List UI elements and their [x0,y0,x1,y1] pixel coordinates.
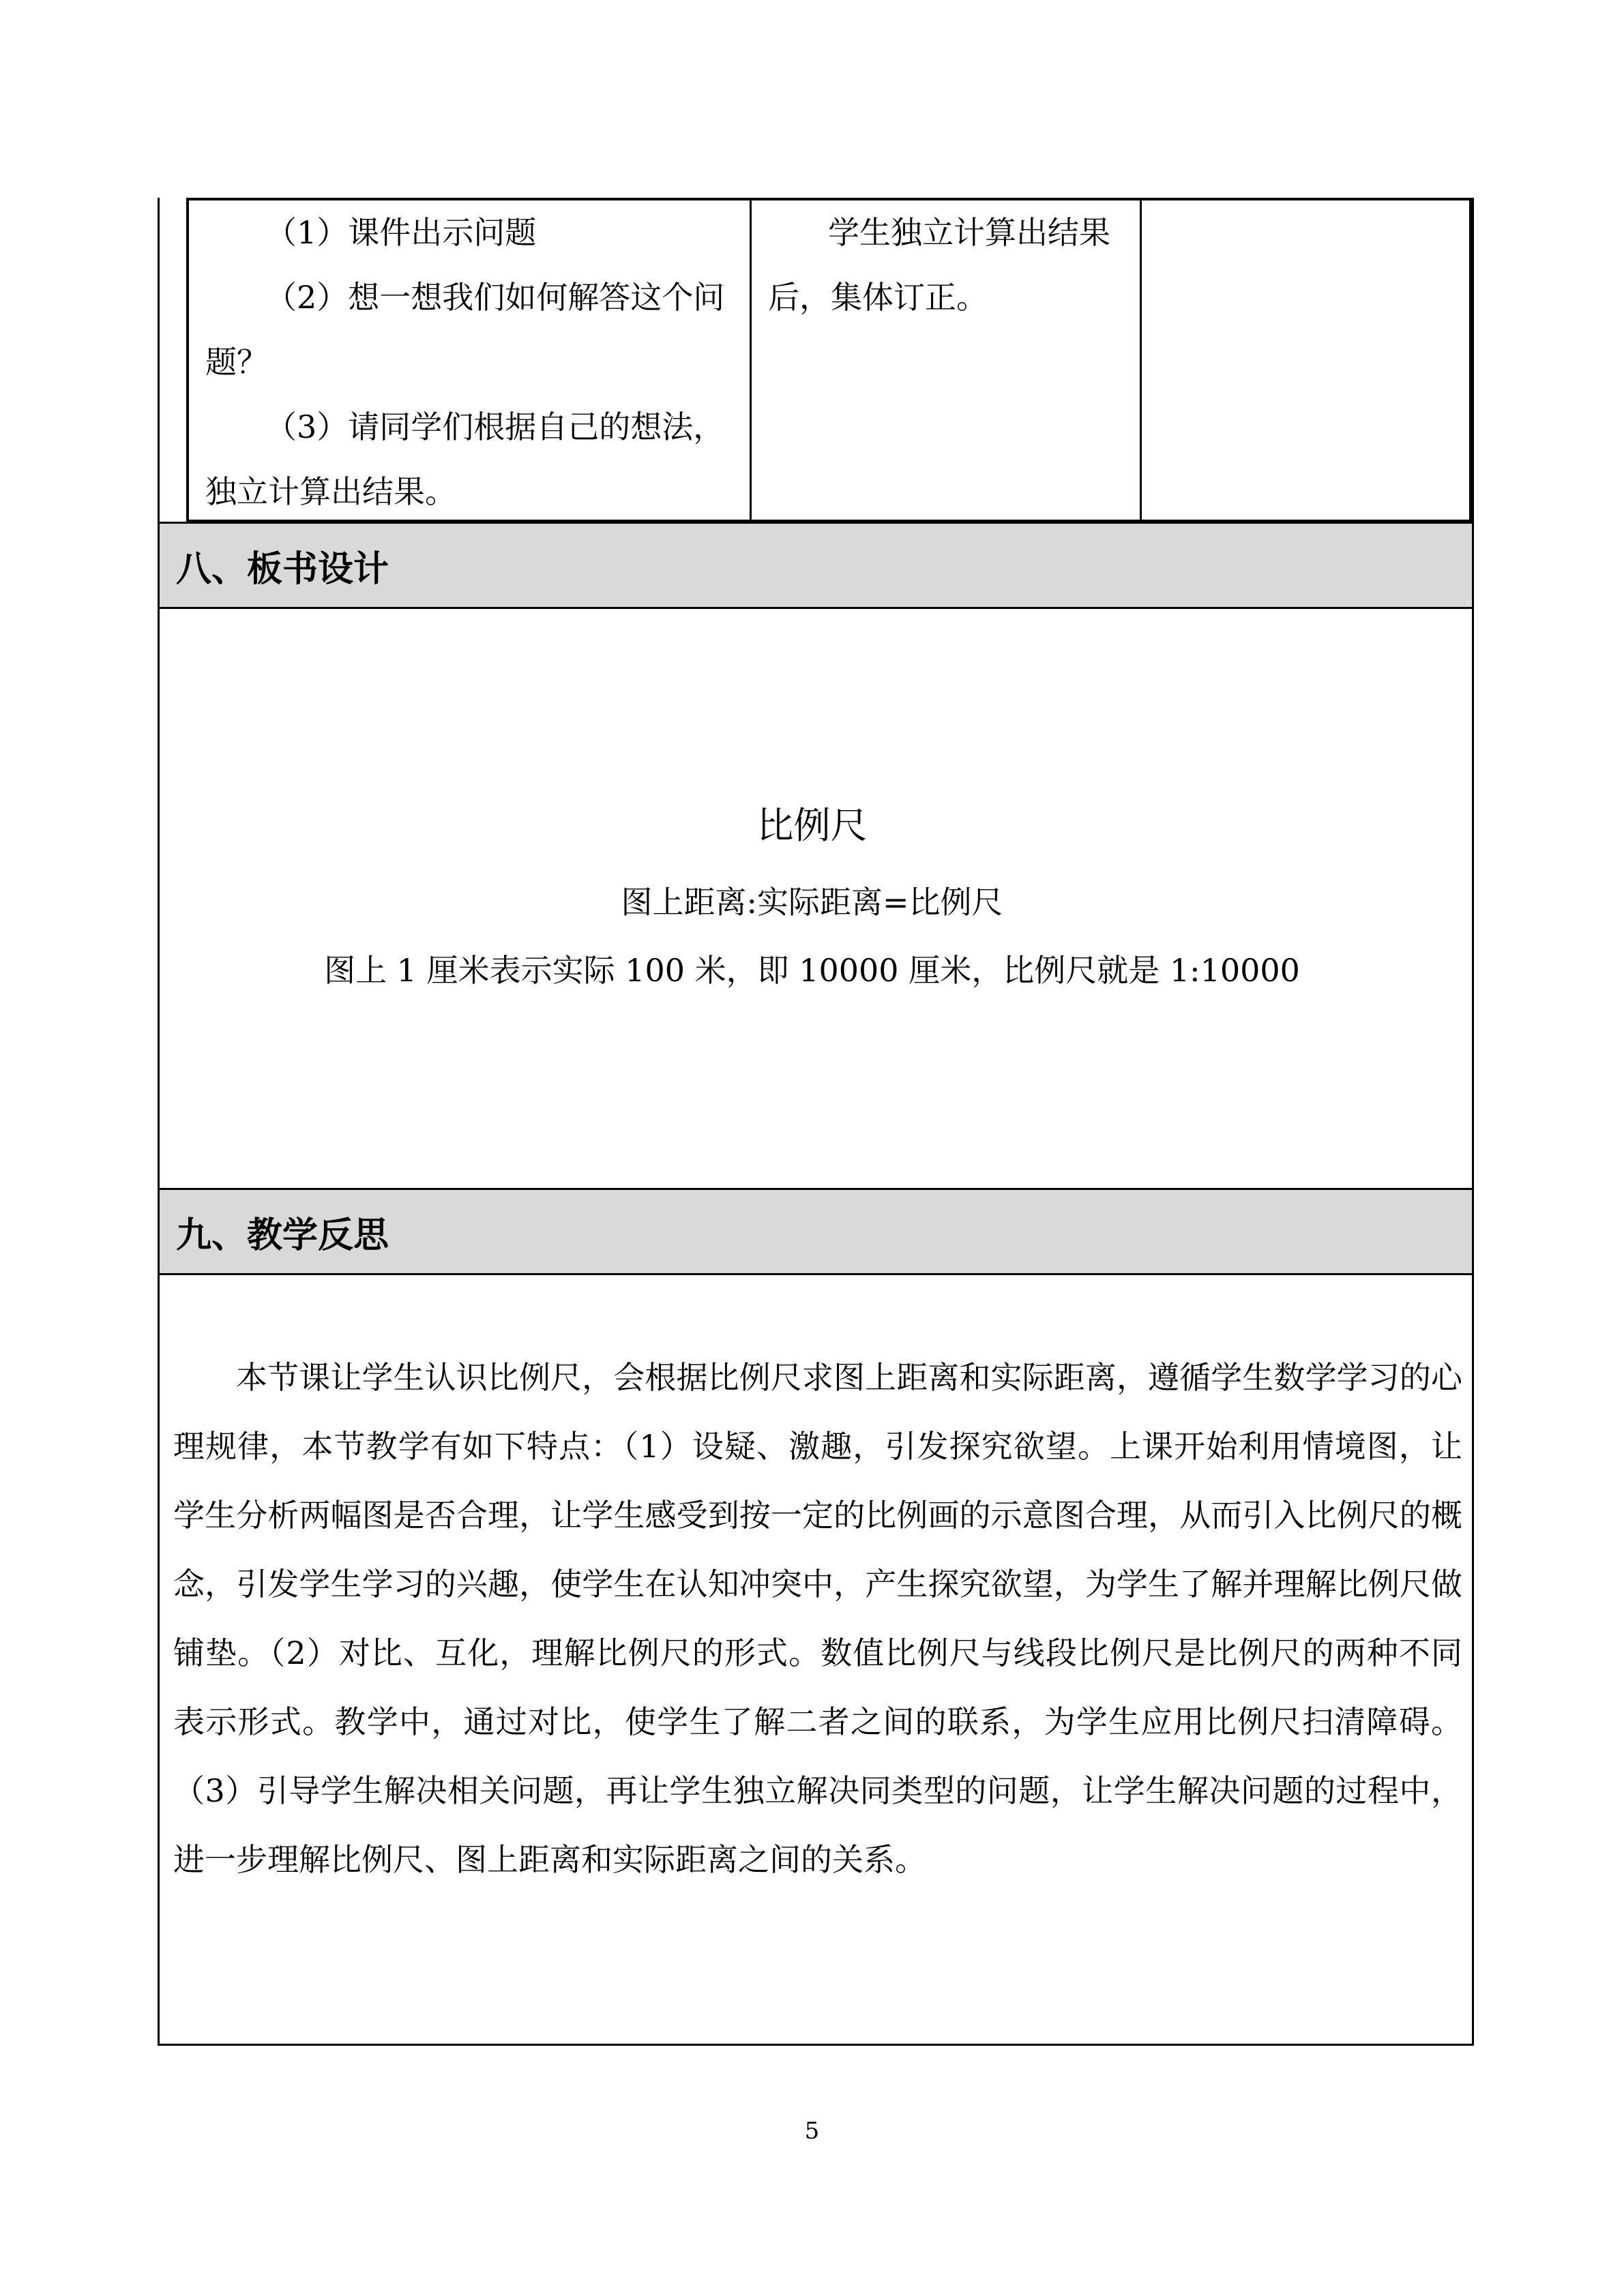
teacher-step-1: （1）课件出示问题 [265,214,537,251]
teacher-step-2: （2）想一想我们如何解答这个问题？ [205,279,725,381]
notes-cell [1142,200,1469,520]
board-example: 图上 1 厘米表示实际 100 米，即 10000 厘米，比例尺就是 1:10000 [324,952,1300,989]
section-header-board-design: 八、板书设计 [158,522,1474,609]
board-formula: 图上距离:实际距离=比例尺 [621,884,1003,921]
reflection-text: 本节课让学生认识比例尺，会根据比例尺求图上距离和实际距离，遵循学生数学学习的心理规律，本节教学有如下特点：（1）设疑、激趣，引发探究欲望。上课开始利用情境图，让学生分析两幅图是否合理，让学生感受到按一定的比例画的示意图合理，从而引入比例尺的概念，引发学生学习的兴趣，使学生在认知冲突中，产生探究欲望，为学生了解并理解比例尺做铺垫。（2）对比、互化，理解比例尺的形式。数值比例尺与线段比例尺是比例尺的两种不同表示形式。教学中，通过对比，使学生了解二者之间的联系，为学生应用比例尺扫清障碍。（3）引导学生解决相关问题，再让学生独立解决同类型的问题，让学生解决问题的过程中，进一步理解比例尺、图上距离和实际距离之间的关系。 [173,1359,1462,1878]
board-title: 比例尺 [756,804,868,847]
steps-table [186,198,1472,522]
student-activity-cell [752,200,1142,520]
teacher-step-3: （3）请同学们根据自己的想法，独立计算出结果。 [205,408,725,510]
student-activity-text: 学生独立计算出结果后，集体订正。 [768,214,1110,316]
page-number: 5 [804,2117,820,2145]
section-header-teaching-reflection: 九、教学反思 [158,1188,1474,1275]
teacher-activity-cell [189,200,752,520]
